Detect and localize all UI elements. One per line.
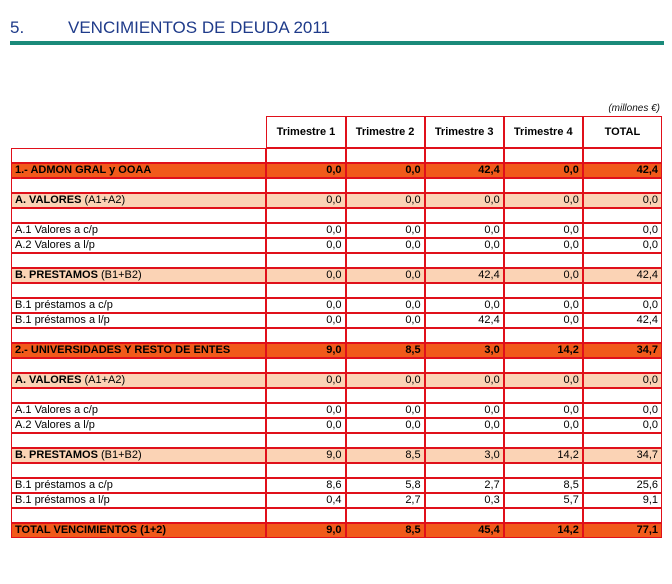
value-cell [504, 328, 583, 343]
value-cell: 0,0 [266, 223, 345, 238]
column-header: Trimestre 3 [425, 116, 504, 148]
row-label [11, 433, 266, 448]
value-cell: 3,0 [425, 448, 504, 463]
units-label: (millones €) [608, 103, 660, 114]
table-row [11, 523, 662, 538]
value-cell [583, 328, 662, 343]
value-cell: 0,0 [266, 163, 345, 178]
table-row [11, 223, 662, 238]
row-label: TOTAL VENCIMIENTOS (1+2) [11, 523, 266, 538]
row-label: A.2 Valores a l/p [11, 238, 266, 253]
value-cell [425, 508, 504, 523]
value-cell [266, 328, 345, 343]
value-cell: 0,0 [346, 163, 425, 178]
value-cell [583, 253, 662, 268]
row-label: A.2 Valores a l/p [11, 418, 266, 433]
value-cell [504, 433, 583, 448]
value-cell: 0,0 [425, 418, 504, 433]
row-label: B.1 préstamos a l/p [11, 313, 266, 328]
value-cell: 9,1 [583, 493, 662, 508]
value-cell: 42,4 [425, 268, 504, 283]
value-cell [346, 388, 425, 403]
value-cell [583, 283, 662, 298]
value-cell [583, 178, 662, 193]
row-label-main: B. PRESTAMOS [15, 269, 98, 281]
column-header: Trimestre 2 [346, 116, 425, 148]
value-cell [583, 358, 662, 373]
row-label-formula: (B1+B2) [97, 449, 142, 461]
column-header: Trimestre 4 [504, 116, 583, 148]
row-label-formula: (A1+A2) [81, 374, 126, 386]
value-cell: 5,7 [504, 493, 583, 508]
table-row [11, 343, 662, 358]
value-cell: 9,0 [266, 343, 345, 358]
row-label-main: A. VALORES [15, 194, 82, 206]
value-cell [266, 148, 345, 163]
row-label-formula: (A1+A2) [81, 194, 126, 206]
table-row [11, 418, 662, 433]
value-cell: 42,4 [583, 163, 662, 178]
table-header-row [11, 116, 662, 148]
value-cell: 25,6 [583, 478, 662, 493]
value-cell: 0,0 [583, 373, 662, 388]
value-cell [583, 433, 662, 448]
value-cell [425, 388, 504, 403]
value-cell [425, 358, 504, 373]
value-cell: 0,3 [425, 493, 504, 508]
value-cell [266, 253, 345, 268]
column-header: TOTAL [583, 116, 662, 148]
value-cell: 14,2 [504, 343, 583, 358]
value-cell: 42,4 [425, 163, 504, 178]
spacer-row [11, 433, 662, 448]
value-cell: 2,7 [346, 493, 425, 508]
row-label [11, 358, 266, 373]
value-cell [583, 148, 662, 163]
value-cell: 0,0 [583, 418, 662, 433]
title-underline [10, 41, 664, 45]
value-cell: 0,0 [266, 313, 345, 328]
value-cell: 0,0 [504, 193, 583, 208]
row-label [11, 328, 266, 343]
row-label [11, 193, 266, 208]
row-label: 2.- UNIVERSIDADES Y RESTO DE ENTES [11, 343, 266, 358]
spacer-row [11, 178, 662, 193]
row-label [11, 463, 266, 478]
value-cell: 0,0 [266, 238, 345, 253]
value-cell: 0,0 [583, 238, 662, 253]
value-cell [425, 433, 504, 448]
value-cell [266, 208, 345, 223]
row-label: B.1 préstamos a c/p [11, 478, 266, 493]
value-cell: 45,4 [425, 523, 504, 538]
value-cell: 0,0 [504, 238, 583, 253]
value-cell [346, 433, 425, 448]
value-cell [504, 463, 583, 478]
value-cell: 0,0 [346, 298, 425, 313]
value-cell: 0,0 [583, 403, 662, 418]
value-cell [583, 508, 662, 523]
row-label [11, 208, 266, 223]
row-label [11, 253, 266, 268]
value-cell: 0,0 [346, 193, 425, 208]
row-label [11, 373, 266, 388]
value-cell [266, 178, 345, 193]
value-cell: 0,0 [266, 193, 345, 208]
value-cell [346, 208, 425, 223]
value-cell [504, 508, 583, 523]
value-cell: 0,0 [266, 418, 345, 433]
value-cell: 0,0 [504, 313, 583, 328]
value-cell: 9,0 [266, 523, 345, 538]
value-cell [266, 508, 345, 523]
value-cell [346, 328, 425, 343]
column-header: Trimestre 1 [266, 116, 345, 148]
page-header [10, 18, 664, 48]
debt-maturity-table [11, 116, 662, 538]
spacer-row [11, 253, 662, 268]
value-cell [504, 388, 583, 403]
value-cell: 0,0 [266, 268, 345, 283]
table-row [11, 238, 662, 253]
value-cell: 0,4 [266, 493, 345, 508]
spacer-row [11, 463, 662, 478]
value-cell: 0,0 [266, 373, 345, 388]
value-cell: 0,0 [346, 313, 425, 328]
table-row [11, 403, 662, 418]
value-cell: 34,7 [583, 448, 662, 463]
header-blank-cell [11, 116, 266, 148]
row-label [11, 388, 266, 403]
value-cell: 8,5 [504, 478, 583, 493]
value-cell: 0,0 [425, 373, 504, 388]
value-cell: 14,2 [504, 523, 583, 538]
value-cell: 0,0 [346, 223, 425, 238]
spacer-row [11, 508, 662, 523]
value-cell: 0,0 [504, 268, 583, 283]
value-cell [425, 328, 504, 343]
value-cell [583, 208, 662, 223]
value-cell: 0,0 [583, 193, 662, 208]
table-row [11, 478, 662, 493]
row-label [11, 508, 266, 523]
spacer-row [11, 148, 662, 163]
value-cell: 0,0 [266, 403, 345, 418]
value-cell [583, 388, 662, 403]
row-label-formula: (B1+B2) [97, 269, 142, 281]
spacer-row [11, 388, 662, 403]
value-cell: 0,0 [346, 238, 425, 253]
value-cell: 3,0 [425, 343, 504, 358]
value-cell: 9,0 [266, 448, 345, 463]
value-cell [425, 148, 504, 163]
value-cell: 0,0 [504, 163, 583, 178]
value-cell: 0,0 [346, 403, 425, 418]
value-cell: 0,0 [504, 418, 583, 433]
row-label: B.1 préstamos a c/p [11, 298, 266, 313]
table-row [11, 493, 662, 508]
value-cell [425, 208, 504, 223]
value-cell: 14,2 [504, 448, 583, 463]
row-label-main: B. PRESTAMOS [15, 449, 98, 461]
value-cell [425, 178, 504, 193]
value-cell: 0,0 [266, 298, 345, 313]
value-cell [504, 178, 583, 193]
value-cell: 77,1 [583, 523, 662, 538]
value-cell: 0,0 [346, 268, 425, 283]
row-label [11, 283, 266, 298]
value-cell [425, 283, 504, 298]
table-row [11, 298, 662, 313]
row-label: 1.- ADMON GRAL y OOAA [11, 163, 266, 178]
row-label: B.1 préstamos a l/p [11, 493, 266, 508]
page-title: VENCIMIENTOS DE DEUDA 2011 [68, 18, 331, 37]
row-label: A.1 Valores a c/p [11, 223, 266, 238]
table-row [11, 373, 662, 388]
table-row [11, 268, 662, 283]
table-body [11, 148, 662, 538]
table-row [11, 193, 662, 208]
value-cell [346, 463, 425, 478]
value-cell: 34,7 [583, 343, 662, 358]
value-cell [266, 283, 345, 298]
row-label [11, 448, 266, 463]
table-row [11, 313, 662, 328]
value-cell [504, 208, 583, 223]
value-cell: 8,6 [266, 478, 345, 493]
row-label [11, 148, 266, 163]
table-row [11, 448, 662, 463]
value-cell: 0,0 [425, 403, 504, 418]
value-cell: 0,0 [504, 298, 583, 313]
row-label: A.1 Valores a c/p [11, 403, 266, 418]
value-cell: 0,0 [583, 223, 662, 238]
value-cell: 0,0 [425, 223, 504, 238]
value-cell: 8,5 [346, 523, 425, 538]
value-cell: 42,4 [583, 268, 662, 283]
value-cell: 0,0 [504, 403, 583, 418]
value-cell: 0,0 [425, 298, 504, 313]
value-cell [346, 358, 425, 373]
value-cell [425, 463, 504, 478]
value-cell: 5,8 [346, 478, 425, 493]
value-cell: 42,4 [583, 313, 662, 328]
value-cell: 42,4 [425, 313, 504, 328]
value-cell: 0,0 [504, 223, 583, 238]
value-cell [266, 388, 345, 403]
value-cell [346, 178, 425, 193]
value-cell [504, 148, 583, 163]
spacer-row [11, 328, 662, 343]
value-cell [346, 148, 425, 163]
row-label-main: A. VALORES [15, 374, 82, 386]
value-cell: 0,0 [425, 238, 504, 253]
value-cell: 8,5 [346, 343, 425, 358]
value-cell: 8,5 [346, 448, 425, 463]
value-cell [504, 283, 583, 298]
value-cell [504, 253, 583, 268]
row-label [11, 178, 266, 193]
value-cell [504, 358, 583, 373]
value-cell [583, 463, 662, 478]
value-cell: 0,0 [583, 298, 662, 313]
value-cell: 0,0 [425, 193, 504, 208]
row-label [11, 268, 266, 283]
value-cell [266, 433, 345, 448]
value-cell [346, 253, 425, 268]
value-cell: 0,0 [504, 373, 583, 388]
value-cell [425, 253, 504, 268]
spacer-row [11, 358, 662, 373]
value-cell: 2,7 [425, 478, 504, 493]
value-cell [346, 283, 425, 298]
table-row [11, 163, 662, 178]
value-cell [346, 508, 425, 523]
section-number: 5. [10, 18, 25, 37]
value-cell [266, 358, 345, 373]
spacer-row [11, 208, 662, 223]
spacer-row [11, 283, 662, 298]
value-cell [266, 463, 345, 478]
value-cell: 0,0 [346, 373, 425, 388]
value-cell: 0,0 [346, 418, 425, 433]
